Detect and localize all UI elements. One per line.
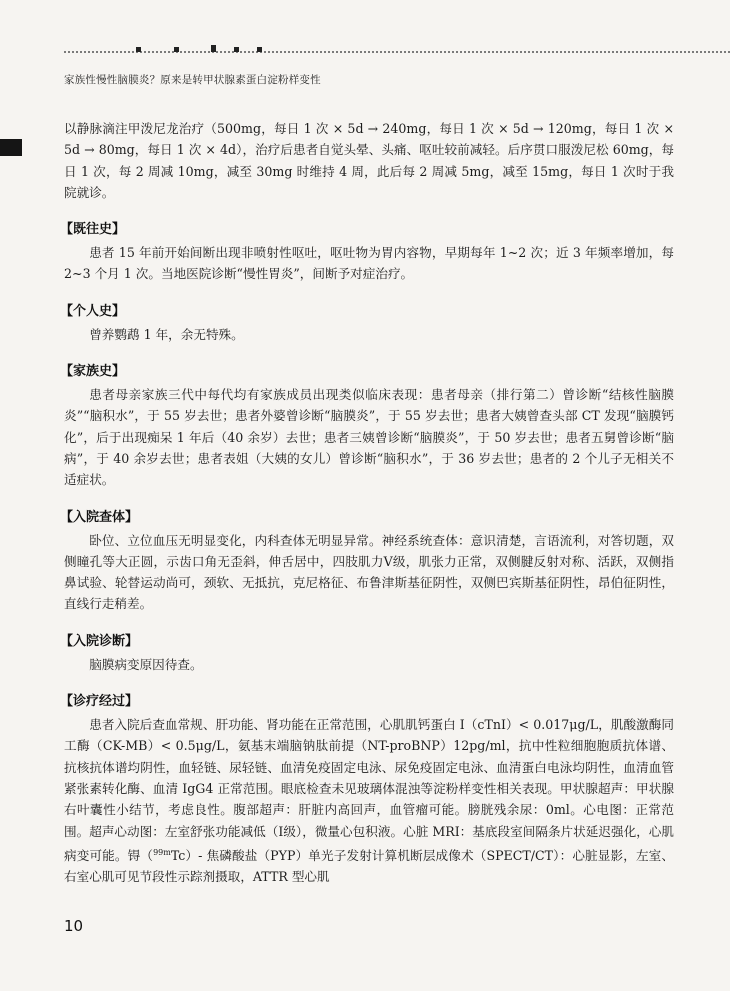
section-text-past-history: 患者 15 年前开始间断出现非喷射性呕吐，呕吐物为胃内容物，早期每年 1~2 次；近 3 年频率增加，每 2~3 个月 1 次。当地医院诊断“慢性胃炎”，间断予对症治疗。	[64, 245, 674, 282]
section-text-physical-exam: 卧位、立位血压无明显变化，内科查体无明显异常。神经系统查体：意识清楚，言语流利，对答切题，双侧瞳孔等大正圆，示齿口角无歪斜，伸舌居中，四肢肌力Ⅴ级，肌张力正常，双侧腱反射对称、活跃，双侧指鼻试验、轮替运动尚可，颈软、无抵抗，克尼格征、布鲁津斯基征阴性，双侧巴宾斯基征阴性，昂伯征阴性，直线行走稍差。	[64, 532, 674, 612]
course-text-part-1: 患者入院后查血常规、肝功能、肾功能在正常范围，心肌肌钙蛋白 I（cTnI）< 0.017μg/L，肌酸激酶同工酶（CK-MB）< 0.5μg/L，氨基末端脑钠肽前提（NT-proBNP）12pg/ml，抗中性粒细胞胞质抗体谱、抗核抗体谱均阴性，血轻链、尿轻链、血清免疫固定电泳、尿免疫固定电泳、血清蛋白电泳均阴性，血清血管紧张素转化酶、血清 IgG4 正常范围。眼底检查未见玻璃体混浊等淀粉样变性相关表现。甲状腺超声：甲状腺右叶囊性小结节，考虑良性。腹部超声：肝脏内高回声，血管瘤可能。膀胱残余尿：0ml。心电图：正常范围。超声心动图：左室舒张功能减低（Ⅰ级），微量心包积液。心脏 MRI：基底段室间隔条片状延迟强化，心肌病变可能。锝（	[64, 717, 674, 864]
header-dotted-line	[64, 51, 730, 53]
header-square-4	[234, 47, 239, 52]
header-square-3	[211, 45, 216, 52]
side-thumb-marker	[0, 139, 22, 156]
running-head: 家族性慢性脑膜炎？原来是转甲状腺素蛋白淀粉样变性	[64, 74, 321, 86]
header-square-5	[257, 47, 262, 52]
section-heading-family-history: 【家族史】	[60, 364, 126, 380]
page-number: 10	[64, 917, 84, 935]
intro-paragraph: 以静脉滴注甲泼尼龙治疗（500mg，每日 1 次 × 5d → 240mg，每日 1 次 × 5d → 120mg，每日 1 次 × 5d → 80mg，每日 1 次 × 4d），治疗后患者自觉头晕、头痛、呕吐较前减轻。后序贯口服泼尼松 60mg，每日 1 次，每 2 周减 10mg，减至 30mg 时维持 4 周，此后每 2 周减 5mg，减至 15mg，每日 1 次时于我院就诊。	[64, 121, 674, 200]
isotope-superscript: 99m	[153, 847, 171, 857]
section-text-treatment-course	[64, 714, 674, 888]
section-heading-treatment-course: 【诊疗经过】	[60, 694, 139, 710]
section-heading-physical-exam: 【入院查体】	[60, 509, 139, 525]
section-text-family-history: 患者母亲家族三代中每代均有家族成员出现类似临床表现：患者母亲（排行第二）曾诊断“结核性脑膜炎”“脑积水”，于 55 岁去世；患者外婆曾诊断“脑膜炎”，于 55 岁去世；患者大姨曾查头部 CT 发现“脑膜钙化”，后于出现痴呆 1 年后（40 余岁）去世；患者三姨曾诊断“脑膜炎”，于 50 岁去世；患者五舅曾诊断“脑病”，于 40 余岁去世；患者表姐（大姨的女儿）曾诊断“脑积水”，于 36 岁去世；患者的 2 个儿子无相关不适症状。	[64, 387, 674, 488]
header-square-1	[136, 47, 141, 52]
section-heading-personal-history: 【个人史】	[60, 303, 126, 319]
section-text-admission-diagnosis: 脑膜病变原因待查。	[89, 656, 203, 672]
page-body	[60, 118, 674, 888]
section-text-personal-history: 曾养鹦鹉 1 年，余无特殊。	[89, 326, 244, 342]
header-square-2	[174, 47, 179, 52]
section-heading-past-history: 【既往史】	[60, 222, 126, 238]
section-heading-admission-diagnosis: 【入院诊断】	[60, 633, 139, 649]
header-dot-rule	[64, 41, 730, 55]
course-text-part-2: Tc）- 焦磷酸盐（PYP）单光子发射计算机断层成像术（SPECT/CT）：心脏显影，左室、右室心肌可见节段性示踪剂摄取，ATTR 型心肌	[64, 848, 674, 885]
